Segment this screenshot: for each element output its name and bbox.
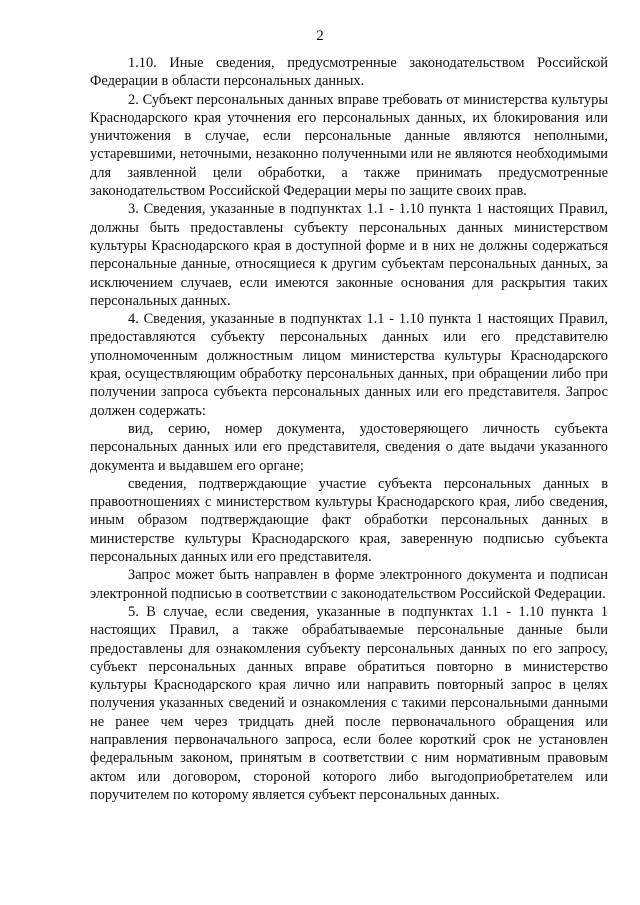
paragraph-4-item-document: вид, серию, номер документа, удостоверяющего личность субъекта персональных данных или его представителя, сведения о дате выдачи указанного документа и выдавшем его органе;	[90, 420, 608, 474]
paragraph-4: 4. Сведения, указанные в подпунктах 1.1 - 1.10 пункта 1 настоящих Правил, предоставляются субъекту персональных данных или его представителю уполномоченным должностным лицом министерства культуры Краснодарского края, осуществляющим обработку персональных данных, при обращении либо при получении запроса субъекта персональных данных или его представителя. Запрос должен содержать:	[90, 311, 608, 419]
paragraph-1-10: 1.10. Иные сведения, предусмотренные законодательством Российской Федерации в области персональных данных.	[90, 55, 608, 90]
document-body	[90, 54, 608, 804]
paragraph-3: 3. Сведения, указанные в подпунктах 1.1 - 1.10 пункта 1 настоящих Правил, должны быть предоставлены субъекту персональных данных министерством культуры Краснодарского края в доступной форме и в них не должны содержаться персональные данные, относящиеся к другим субъектам персональных данных, за исключением случаев, если имеются законные основания для раскрытия таких персональных данных.	[90, 201, 608, 309]
page-number: 2	[316, 28, 324, 44]
paragraph-4-electronic-request: Запрос может быть направлен в форме электронного документа и подписан электронной подписью в соответствии с законодательством Российской Федерации.	[90, 567, 608, 602]
paragraph-4-item-relationship: сведения, подтверждающие участие субъекта персональных данных в правоотношениях с министерством культуры Краснодарского края, либо сведения, иным образом подтверждающие факт обработки персональных данных в министерстве культуры Краснодарского края, заверенную подписью субъекта персональных данных или его представителя.	[90, 475, 608, 566]
paragraph-2: 2. Субъект персональных данных вправе требовать от министерства культуры Краснодарского края уточнения его персональных данных, их блокирования или уничтожения в случае, если персональные данные являются неполными, устаревшими, неточными, незаконно полученными или не являются необходимыми для заявленной цели обработки, а также принимать предусмотренные законодательством Российской Федерации меры по защите своих прав.	[90, 91, 608, 200]
paragraph-5: 5. В случае, если сведения, указанные в подпунктах 1.1 - 1.10 пункта 1 настоящих Правил, а также обрабатываемые персональные данные были предоставлены для ознакомления субъекту персональных данных по его запросу, субъект персональных данных вправе обратиться повторно в министерство культуры Краснодарского края лично или направить повторный запрос в целях получения указанных сведений и ознакомления с такими персональными данными не ранее чем через тридцать дней после первоначального обращения или направления первоначального запроса, если более короткий срок не установлен федеральным законом, принятым в соответствии с ним нормативным правовым актом или договором, стороной которого либо выгодоприобретателем или поручителем по которому является субъект персональных данных.	[90, 603, 608, 803]
